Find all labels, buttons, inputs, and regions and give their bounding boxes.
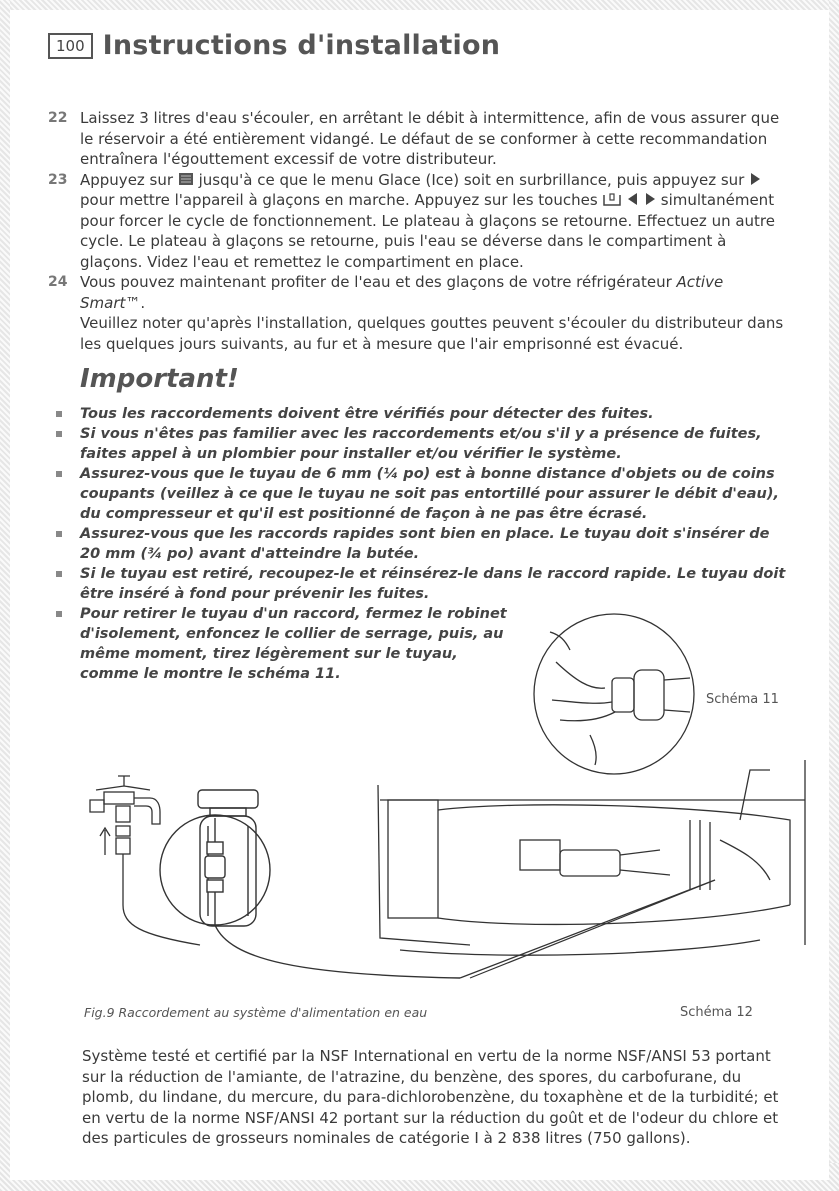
water-hose <box>470 880 715 978</box>
brand-name: Active Smart <box>80 273 724 312</box>
schema-11-label: Schéma 11 <box>706 692 779 707</box>
step-text: Veuillez noter qu'après l'installation, quelques gouttes peuvent s'écouler du distributeur dans les quelques jours suivants, au fur et à mesure que l'air emprisonné est évacué. <box>80 314 784 353</box>
bullet-text: Pour retirer le tuyau d'un raccord, fermez le robinet d'isolement, enfoncez le collier de serrage, puis, au même moment, tirez légèrement sur le tuyau, comme le montre le schéma 11. <box>80 606 507 682</box>
step-text: Laissez 3 litres d'eau s'écouler, en arrêtant le débit à intermittence, afin de vous assurer que le réservoir a été entièrement vidangé. Le défaut de se conformer à cette recommandation entraînera l'égouttement excessif de votre distributeur. <box>80 109 780 168</box>
schema-11-illustration <box>534 614 694 774</box>
page-title: Instructions d'installation <box>102 30 501 61</box>
bullet-text: Assurez-vous que le tuyau de 6 mm (¼ po) est à bonne distance d'objets ou de coins coupants (veillez à ce que le tuyau ne soit pas entortillé pour assurer le débit d'eau), du compresseur et qu'il est positionné de façon à ne pas être écrasé. <box>80 466 779 522</box>
important-heading: Important! <box>80 364 239 394</box>
figure-caption: Fig.9 Raccordement au système d'alimentation en eau <box>84 1005 428 1020</box>
certification-text: Système testé et certifié par la NSF International en vertu de la norme NSF/ANSI 53 portant sur la réduction de l'amiante, de l'atrazine, du benzène, des spores, du carbofurane, du plomb, du lindane, du mercure, du para-dichlorobenzène, du toxaphène et de la turbidité; et en vertu de la norme NSF/ANSI 42 portant sur la réduction du goût et de l'odeur du chlore et des particules de grosseurs nominales de catégorie I à 2 838 litres (750 gallons). <box>82 1047 779 1147</box>
refrigerator-illustration <box>378 760 805 978</box>
bullet-text: Tous les raccordements doivent être vérifiés pour détecter des fuites. <box>80 406 654 422</box>
step-text: jusqu'à ce que le menu Glace (Ice) soit en surbrillance, puis appuyez sur <box>198 170 745 189</box>
schema-12-label: Schéma 12 <box>680 1005 753 1020</box>
step-text: Vous pouvez maintenant profiter de l'eau et des glaçons de votre réfrigérateur <box>80 273 672 291</box>
page-number: 100 <box>48 33 93 59</box>
step-number: 22 <box>48 110 68 126</box>
trademark: ™. <box>125 293 146 312</box>
step-number: 24 <box>48 274 68 290</box>
step-text: pour mettre l'appareil à glaçons en marche. Appuyez sur les touches <box>80 191 598 209</box>
bullet-text: Assurez-vous que les raccords rapides sont bien en place. Le tuyau doit s'insérer de 20 mm (¾ po) avant d'atteindre la butée. <box>80 526 770 562</box>
step-text: simultanément pour forcer le cycle de fonctionnement. Le plateau à glaçons se retourne. Effectuez un autre cycle. Le plateau à glaçons se retourne, puis l'eau se déverse dans le compartiment à glaçons. Videz l'eau et remettez le compartiment en place. <box>80 191 776 271</box>
step-number: 23 <box>48 171 68 188</box>
filter-illustration <box>160 790 460 978</box>
bullet-text: Si le tuyau est retiré, recoupez-le et réinsérez-le dans le raccord rapide. Le tuyau doit être inséré à fond pour prévenir les fuites. <box>80 566 786 602</box>
faucet-illustration <box>90 776 200 945</box>
step-text: Appuyez sur <box>80 170 174 189</box>
bullet-text: Si vous n'êtes pas familier avec les raccordements et/ou s'il y a présence de fuites, faites appel à un plombier pour installer et/ou vérifier le système. <box>80 426 762 462</box>
